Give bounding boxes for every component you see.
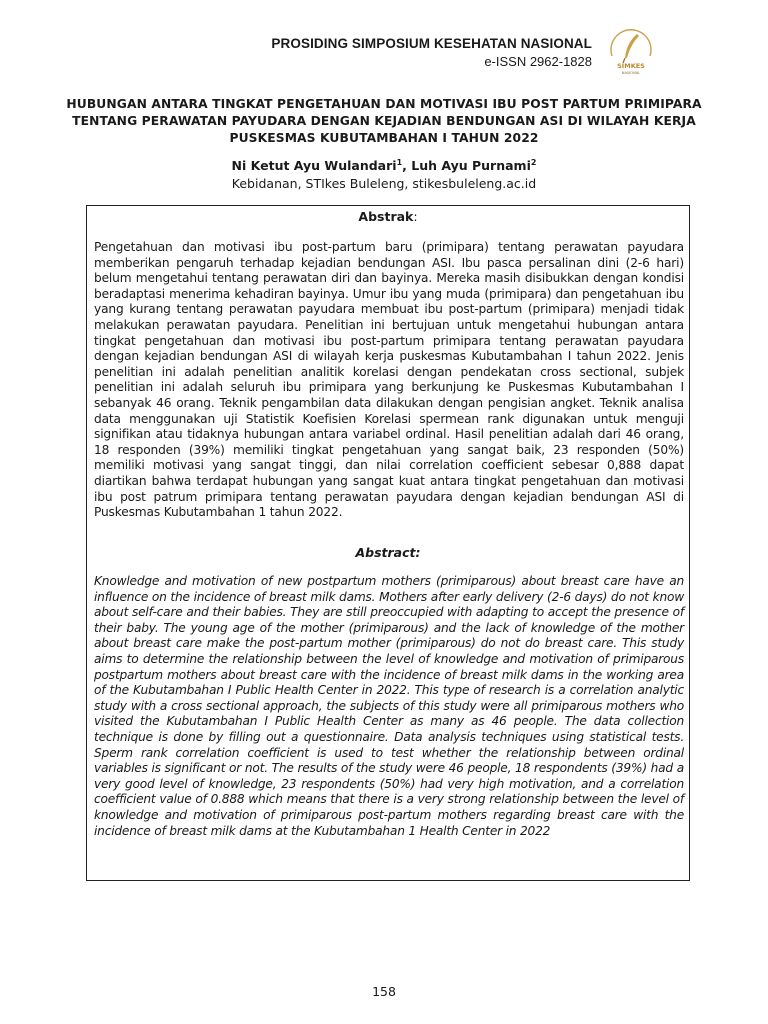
page-number: 158: [372, 984, 396, 999]
abstract-id-heading: [87, 208, 689, 225]
author-name: Ni Ketut Ayu Wulandari: [231, 158, 397, 173]
author-name: Luh Ayu Purnami: [411, 158, 531, 173]
logo-subtext: NASIONAL: [621, 71, 641, 75]
quill-pen-icon: [611, 30, 651, 63]
journal-title: PROSIDING SIMPOSIUM KESEHATAN NASIONAL: [271, 36, 592, 51]
author-affiliation: Kebidanan, STIkes Buleleng, stikesbuleleng.ac.id: [231, 176, 537, 191]
abstract-id-heading-colon: :: [413, 209, 418, 224]
journal-logo: [604, 26, 658, 76]
author-affiliation-mark: 2: [530, 157, 537, 167]
abstract-box: [86, 205, 690, 881]
author-separator: ,: [402, 158, 412, 173]
paper-title: HUBUNGAN ANTARA TINGKAT PENGETAHUAN DAN MOTIVASI IBU POST PARTUM PRIMIPARA TENTANG PERAWATAN PAYUDARA DENGAN KEJADIAN BENDUNGAN ASI DI WILAYAH KERJA PUSKESMAS KUBUTAMBAHAN I TAHUN 2022: [66, 97, 702, 145]
abstract-en-body: Knowledge and motivation of new postpartum mothers (primiparous) about breast care have an influence on the incidence of breast milk dams. Mothers after early delivery (2-6 days) do not know about self-care and their babies. They are still preoccupied with adapting to accept the presence of their baby. The young age of the mother (primiparous) and the lack of knowledge of the mother about breast care make the post-partum mother (primiparous) do not do breast care. This study aims to determine the relationship between the level of knowledge and motivation of primiparous postpartum mothers about breast care with the incidence of breast milk dams in the working area of the Kubutambahan I Public Health Center in 2022. This type of research is a correlation analytic study with a cross sectional approach, the subjects of this study were all primiparous mothers who visited the Kubutambahan I Public Health Center as many as 46 people. The data collection technique is done by filling out a questionnaire. Data analysis techniques using statistical tests. Sperm rank correlation coefficient is used to test whether the relationship between ordinal variables is significant or not. The results of the study were 46 people, 18 respondents (39%) had a very good level of knowledge, 23 respondents (50%) had very high motivation, and a correlation coefficient value of 0.888 which means that there is a very strong relationship between the level of knowledge and motivation of primiparous post-partum mothers regarding breast care with the incidence of breast milk dams at the Kubutambahan 1 Health Center in 2022: [94, 574, 684, 838]
author-list: [60, 157, 708, 174]
author-affiliation-mark: 1: [396, 157, 403, 167]
journal-issn: e-ISSN 2962-1828: [484, 54, 592, 69]
abstract-en-heading: Abstract:: [355, 545, 421, 560]
journal-header: [230, 35, 592, 70]
abstract-id-heading-text: Abstrak: [358, 209, 414, 224]
logo-text: SIMKES: [617, 62, 645, 70]
abstract-id-body: Pengetahuan dan motivasi ibu post-partum baru (primipara) tentang perawatan payudara memberikan pengaruh terhadap kejadian bendungan ASI. Ibu pasca persalinan dini (2-6 hari) belum mengetahui tentang perawatan diri dan bayinya. Mereka masih disibukkan dengan kondisi beradaptasi menerima kehadiran bayinya. Umur ibu yang muda (primipara) dan pengetahuan ibu yang kurang tentang perawatan payudara membuat ibu post-partum (primipara) menjadi tidak melakukan perawatan payudara. Penelitian ini bertujuan untuk mengetahui hubungan antara tingkat pengetahuan dan motivasi ibu post-partum primipara tentang perawatan payudara dengan kejadian bendungan ASI di wilayah kerja puskesmas Kubutambahan I tahun 2022. Jenis penelitian ini adalah penelitian analitik korelasi dengan pendekatan cross sectional, subjek penelitian ini adalah seluruh ibu primipara yang berkunjung ke Puskesmas Kubutambahan I sebanyak 46 orang. Teknik pengambilan data dilakukan dengan pengisian angket. Teknik analisa data menggunakan uji Statistik Koefisien Korelasi spermean rank digunakan untuk menguji signifikan atau tidaknya hubungan antara variabel ordinal. Hasil penelitian adalah dari 46 orang, 18 responden (39%) memiliki tingkat pengetahuan yang sangat baik, 23 responden (50%) memiliki motivasi yang sangat tinggi, dan nilai correlation coefficient sebesar 0,888 dapat diartikan bahwa terdapat hubungan yang sangat kuat antara tingkat pengetahuan dan motivasi ibu post patrum primipara tentang perawatan payudara dengan kejadian bendungan ASI di Puskesmas Kubutambahan 1 tahun 2022.: [94, 240, 684, 520]
